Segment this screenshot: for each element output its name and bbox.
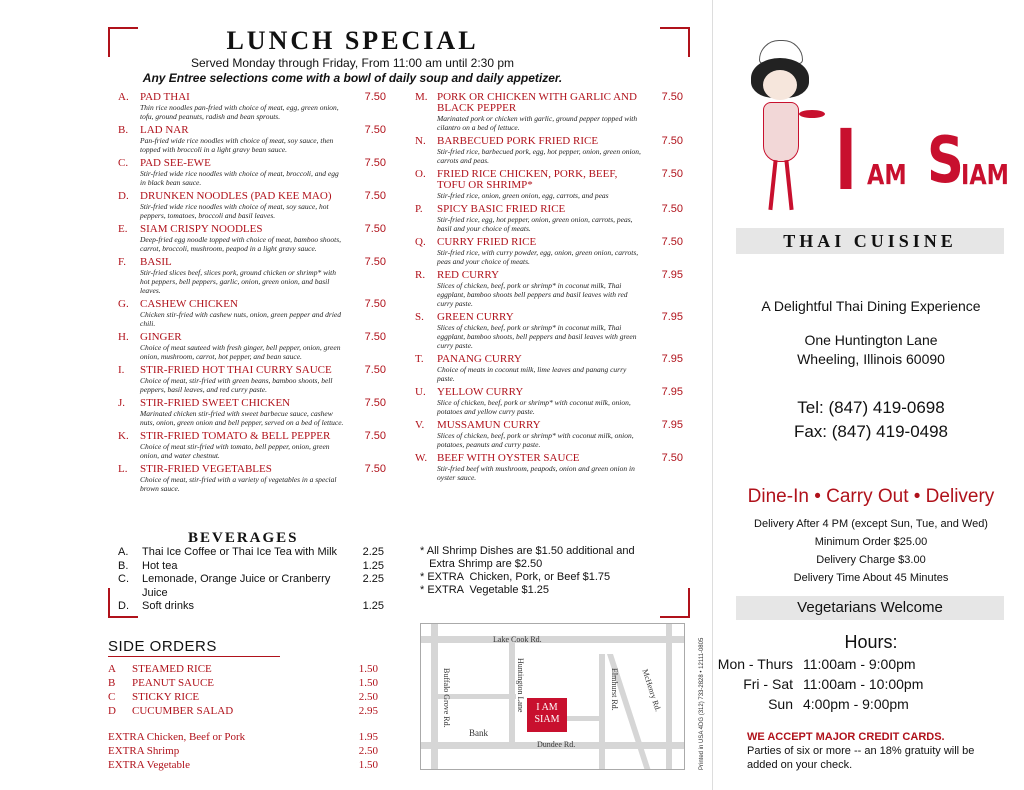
- menu-item-price: 7.50: [364, 331, 386, 343]
- menu-item-description: Choice of meats in coconut milk, lime leaves and panang curry paste.: [437, 365, 627, 383]
- side-order-letter: B: [108, 677, 116, 689]
- menu-item-letter: A.: [118, 91, 129, 103]
- menu-item-price: 7.50: [364, 463, 386, 475]
- menu-item-price: 7.50: [661, 236, 683, 248]
- beverage-letter: D.: [118, 600, 129, 612]
- legs: [784, 160, 793, 210]
- menu-item-description: Choice of meat, stir-fried with green beans, bamboo shoots, bell peppers, basil leaves, and red curry paste.: [140, 376, 333, 394]
- menu-item-header: [118, 257, 386, 268]
- menu-item-header: [415, 92, 683, 114]
- marker-text: SIAM: [534, 714, 560, 725]
- hours-title: Hours:: [844, 632, 898, 652]
- menu-item-letter: H.: [118, 331, 129, 343]
- menu-item: [118, 365, 386, 394]
- extra-notes: [420, 545, 690, 597]
- beverage-price: 1.25: [362, 559, 384, 572]
- delivery-info-4: Delivery Time About 45 Minutes: [793, 572, 949, 584]
- menu-item-header: [118, 92, 386, 103]
- menu-item-price: 7.50: [364, 364, 386, 376]
- menu-item-header: [415, 387, 683, 398]
- menu-item-name: SIAM CRISPY NOODLES: [140, 223, 263, 235]
- extra-row: [108, 744, 378, 758]
- side-order-price: 1.50: [358, 663, 378, 675]
- menu-item-header: [415, 453, 683, 464]
- menu-item-name: GREEN CURRY: [437, 311, 514, 323]
- menu-item-description: Choice of meat sauteed with fresh ginger, bell pepper, onion, green onion, mushroom, carrot, hot pepper, and bean sauce.: [140, 343, 341, 361]
- menu-item-header: [118, 299, 386, 310]
- menu-item-price: 7.95: [661, 311, 683, 323]
- beverage-name: Soft drinks: [142, 600, 194, 612]
- hours-days: Fri - Sat: [743, 676, 793, 692]
- menu-item-name: BASIL: [140, 256, 172, 268]
- menu-item-name: LAD NAR: [140, 124, 189, 136]
- menu-item-header: [118, 365, 386, 376]
- hours-days: Mon - Thurs: [717, 656, 793, 672]
- vegetarians-banner: Vegetarians Welcome: [736, 596, 1004, 620]
- cuisine-banner: THAI CUISINE: [736, 228, 1004, 254]
- menu-item-price: 7.50: [364, 190, 386, 202]
- menu-item-price: 7.95: [661, 386, 683, 398]
- menu-item: [415, 354, 683, 383]
- brand-panel: [712, 0, 1024, 790]
- menu-item-price: 7.50: [364, 124, 386, 136]
- menu-item: [415, 387, 683, 416]
- menu-item-price: 7.50: [661, 203, 683, 215]
- menu-item-description: Choice of meat stir-fried with tomato, bell pepper, onion, green onion, and water chestnut.: [140, 442, 330, 460]
- beverages-list: [118, 546, 384, 614]
- extra-name: EXTRA Vegetable: [108, 759, 190, 771]
- address-line1: One Huntington Lane: [804, 332, 938, 348]
- beverage-letter: C.: [118, 573, 129, 585]
- marker-text: I AM: [536, 702, 558, 713]
- side-order-letter: A: [108, 663, 116, 675]
- menu-item: [118, 332, 386, 361]
- menu-item-description: Stir-fried rice, onion, green onion, egg, carrots, and peas: [437, 191, 609, 200]
- location-map: [420, 623, 685, 770]
- extra-name: EXTRA Chicken, Beef or Pork: [108, 731, 246, 743]
- menu-item: [415, 136, 683, 165]
- menu-item-name: RED CURRY: [437, 269, 500, 281]
- menu-item-price: 7.50: [364, 91, 386, 103]
- logo-text-iam: IAM: [961, 158, 1009, 191]
- menu-item-description: Slices of chicken, beef, pork or shrimp* in coconut milk, Thai eggplant, bamboo shoots, bell peppers and basil leaves with green curry paste.: [437, 323, 637, 350]
- menu-item: [415, 420, 683, 449]
- chef-illustration: [741, 40, 831, 220]
- side-order-price: 2.50: [358, 691, 378, 703]
- menu-item-letter: C.: [118, 157, 129, 169]
- menu-item-price: 7.50: [661, 135, 683, 147]
- menu-item-header: [118, 125, 386, 136]
- menu-column-right: [415, 92, 683, 486]
- side-order-letter: C: [108, 691, 116, 703]
- menu-item-name: CURRY FRIED RICE: [437, 236, 537, 248]
- logo-letter-s: S: [927, 124, 964, 198]
- fax: Fax: (847) 419-0498: [793, 422, 949, 441]
- menu-item-header: [118, 191, 386, 202]
- menu-item-header: [415, 312, 683, 323]
- menu-item-description: Deep-fried egg noodle topped with choice of meat, bamboo shoots, carrot, broccoli, mushroom, peapod in a light gravy sauce.: [140, 235, 342, 253]
- side-order-price: 1.50: [358, 677, 378, 689]
- menu-item: [118, 125, 386, 154]
- menu-item-description: Stir-fried slices beef, slices pork, ground chicken or shrimp* with hot peppers, bell peppers, garlic, onion, green onion, and basil leaves.: [140, 268, 337, 295]
- hours-time: 11:00am - 10:00pm: [803, 676, 924, 692]
- menu-item-letter: K.: [118, 430, 129, 442]
- beverage-row: [118, 560, 384, 574]
- extra-row: [108, 758, 378, 772]
- menu-item-price: 7.50: [661, 452, 683, 464]
- tagline: A Delightful Thai Dining Experience: [761, 298, 981, 314]
- menu-item-price: 7.50: [661, 168, 683, 180]
- extra-name: EXTRA Shrimp: [108, 745, 180, 757]
- menu-item: [415, 453, 683, 482]
- logo-letter-i: I: [835, 111, 857, 209]
- menu-item-name: GINGER: [140, 331, 182, 343]
- menu-item-description: Pan-fried wide rice noodles with choice of meat, soy sauce, then topped with broccoli in a light gravy bean sauce.: [140, 136, 334, 154]
- menu-item-header: [415, 237, 683, 248]
- menu-item-description: Stir-fried rice, egg, hot pepper, onion, green onion, carrots, peas, basil and your choice of meats.: [437, 215, 633, 233]
- legs: [768, 160, 777, 210]
- beverage-price: 2.25: [362, 573, 384, 585]
- road: [566, 716, 604, 721]
- menu-item-name: STIR-FRIED VEGETABLES: [140, 463, 272, 475]
- huntington-label: Huntington Lane: [516, 658, 525, 713]
- menu-item-letter: F.: [118, 256, 126, 268]
- menu-item: [118, 398, 386, 427]
- side-order-letter: D: [108, 705, 116, 717]
- menu-item: [118, 464, 386, 493]
- menu-item-letter: D.: [118, 190, 129, 202]
- credit-cards: WE ACCEPT MAJOR CREDIT CARDS.: [747, 731, 945, 743]
- road: [509, 636, 515, 744]
- menu-item-letter: M.: [415, 91, 428, 103]
- served-hours: Served Monday through Friday, From 11:00 am until 2:30 pm: [190, 56, 515, 70]
- menu-item-description: Marinated chicken stir-fried with sweet barbecue sauce, cashew nuts, onion, green onion and bell pepper, served on a bed of lettuce.: [140, 409, 344, 427]
- menu-item-header: [118, 332, 386, 343]
- beverage-row: [118, 546, 384, 560]
- menu-item-price: 7.95: [661, 353, 683, 365]
- beverage-name: Hot tea: [142, 559, 178, 572]
- note-line: * EXTRA Chicken, Pork, or Beef $1.75: [420, 571, 611, 583]
- menu-item-letter: P.: [415, 203, 423, 215]
- menu-item: [415, 92, 683, 132]
- menu-item-name: PAD SEE-EWE: [140, 157, 211, 169]
- menu-item-name: PORK OR CHICKEN WITH GARLIC AND BLACK PEPPER: [437, 91, 637, 114]
- menu-item-name: FRIED RICE CHICKEN, PORK, BEEF, TOFU OR SHRIMP*: [437, 168, 618, 191]
- menu-item-letter: S.: [415, 311, 424, 323]
- note-line: Extra Shrimp are $2.50: [420, 558, 543, 570]
- extras-list: [108, 730, 378, 772]
- menu-item-letter: V.: [415, 419, 425, 431]
- side-order-row: [108, 676, 378, 690]
- hours-table: [711, 654, 1011, 714]
- menu-item-name: CASHEW CHICKEN: [140, 298, 238, 310]
- delivery-info-1: Delivery After 4 PM (except Sun, Tue, and Wed): [754, 518, 988, 530]
- menu-item-header: [415, 270, 683, 281]
- menu-item-description: Stir-fried wide rice noodles with choice of meat, broccoli, and egg in black bean sauce.: [140, 169, 339, 187]
- menu-item: [415, 237, 683, 266]
- elmhurst-label: Elmhurst Rd.: [610, 668, 619, 711]
- menu-item-letter: L.: [118, 463, 128, 475]
- mchenry-label: McHenry Rd.: [640, 668, 663, 713]
- beverage-row: [118, 600, 384, 614]
- restaurant-marker: [527, 698, 567, 732]
- beverage-row: [118, 573, 384, 600]
- menu-item-price: 7.50: [661, 91, 683, 103]
- side-orders-list: [108, 662, 378, 718]
- menu-item-letter: R.: [415, 269, 426, 281]
- road: [599, 654, 605, 770]
- delivery-info-2: Minimum Order $25.00: [814, 536, 928, 548]
- note-line: * All Shrimp Dishes are $1.50 additional and: [420, 545, 635, 557]
- menu-item: [415, 204, 683, 233]
- menu-item-price: 7.50: [364, 298, 386, 310]
- beverage-price: 1.25: [362, 600, 384, 612]
- menu-item-header: [118, 431, 386, 442]
- menu-item-description: Slices of chicken, beef, pork or shrimp* in coconut milk, Thai eggplant, bamboo shoots bell peppers and basil leaves with red curry paste.: [437, 281, 628, 308]
- extra-price: 2.50: [358, 745, 378, 757]
- dundee-label: Dundee Rd.: [537, 740, 576, 749]
- extra-row: [108, 730, 378, 744]
- menu-item-name: DRUNKEN NOODLES (PAD KEE MAO): [140, 190, 332, 202]
- menu-item-description: Stir-fried rice, barbecued pork, egg, hot pepper, onion, green onion, carrots and peas.: [437, 147, 641, 165]
- road: [421, 636, 685, 643]
- menu-item: [415, 312, 683, 350]
- menu-item-name: YELLOW CURRY: [437, 386, 524, 398]
- menu-item-letter: Q.: [415, 236, 426, 248]
- menu-item-description: Stir-fried rice, with curry powder, egg, onion, green onion, carrots, peas and your choice of meats.: [437, 248, 639, 266]
- bank-label: Bank: [469, 728, 488, 738]
- menu-item-price: 7.95: [661, 269, 683, 281]
- extra-price: 1.50: [358, 759, 378, 771]
- printed-note: Printed in USA 4DG (312) 733-2828 • 12111-0805: [699, 637, 705, 770]
- beverage-name: Thai Ice Coffee or Thai Ice Tea with Milk: [142, 546, 338, 558]
- extra-price: 1.95: [358, 731, 378, 743]
- menu-item-header: [415, 169, 683, 191]
- menu-item-description: Thin rice noodles pan-fried with choice of meat, egg, green onion, tofu, ground peanuts, radish and bean sprouts.: [140, 103, 339, 121]
- side-order-row: [108, 690, 378, 704]
- menu-item-letter: W.: [415, 452, 428, 464]
- beverage-letter: B.: [118, 559, 129, 572]
- side-order-name: PEANUT SAUCE: [132, 677, 215, 689]
- entree-note: Any Entree selections come with a bowl of daily soup and daily appetizer.: [142, 71, 563, 85]
- note-line: * EXTRA Vegetable $1.25: [420, 584, 550, 596]
- buffalo-grove-label: Buffalo Grove Rd.: [442, 668, 451, 728]
- menu-item-letter: J.: [118, 397, 126, 409]
- gratuity-note: Parties of six or more -- an 18% gratuity will be added on your check.: [747, 745, 975, 771]
- road: [431, 624, 438, 770]
- menu-item-price: 7.50: [364, 430, 386, 442]
- menu-item-letter: T.: [415, 353, 424, 365]
- menu-item: [118, 191, 386, 220]
- side-order-price: 2.95: [358, 705, 378, 717]
- menu-item-description: Marinated pork or chicken with garlic, ground pepper topped with cilantro on a bed of lettuce.: [437, 114, 638, 132]
- menu-item: [415, 169, 683, 200]
- hours-row: [711, 694, 1011, 714]
- side-orders-title: SIDE ORDERS: [108, 638, 217, 655]
- menu-item-name: STIR-FRIED SWEET CHICKEN: [140, 397, 291, 409]
- menu-item-header: [118, 398, 386, 409]
- menu-item-letter: G.: [118, 298, 129, 310]
- menu-item-header: [415, 204, 683, 215]
- menu-item-letter: U.: [415, 386, 426, 398]
- face: [763, 70, 797, 100]
- beverage-letter: A.: [118, 546, 129, 558]
- menu-item-name: MUSSAMUN CURRY: [437, 419, 541, 431]
- lake-cook-label: Lake Cook Rd.: [493, 635, 542, 644]
- menu-item-price: 7.50: [364, 397, 386, 409]
- menu-item-letter: N.: [415, 135, 426, 147]
- menu-item-name: BEEF WITH OYSTER SAUCE: [437, 452, 580, 464]
- menu-item-description: Stir-fried beef with mushroom, peapods, onion and green onion in oyster sauce.: [437, 464, 635, 482]
- lunch-title: LUNCH SPECIAL: [226, 26, 479, 55]
- menu-item-letter: I.: [118, 364, 125, 376]
- menu-item: [118, 299, 386, 328]
- menu-item-header: [415, 136, 683, 147]
- services: Dine-In • Carry Out • Delivery: [747, 486, 995, 507]
- side-order-row: [108, 662, 378, 676]
- hours-row: [711, 674, 1011, 694]
- hours-time: 4:00pm - 9:00pm: [803, 696, 909, 712]
- menu-item: [118, 158, 386, 187]
- side-order-name: CUCUMBER SALAD: [132, 705, 234, 717]
- menu-item-description: Chicken stir-fried with cashew nuts, onion, green pepper and dried chili.: [140, 310, 342, 328]
- telephone: Tel: (847) 419-0698: [797, 398, 945, 417]
- menu-item-letter: B.: [118, 124, 129, 136]
- menu-item-price: 7.50: [364, 157, 386, 169]
- menu-column-left: [118, 92, 386, 497]
- menu-item-name: SPICY BASIC FRIED RICE: [437, 203, 566, 215]
- logo-text-am: AM: [867, 158, 907, 191]
- menu-item-description: Slice of chicken, beef, pork or shrimp* with coconut milk, onion, potatoes and yellow curry paste.: [437, 398, 631, 416]
- body: [763, 102, 799, 162]
- road: [666, 624, 672, 770]
- menu-item: [118, 92, 386, 121]
- menu-item: [118, 257, 386, 295]
- menu-item-letter: O.: [415, 168, 426, 180]
- menu-item-description: Slices of chicken, beef, pork or shrimp* with coconut milk, onion, potatoes, peanuts and curry paste.: [437, 431, 634, 449]
- menu-item-name: BARBECUED PORK FRIED RICE: [437, 135, 599, 147]
- menu-item-name: PANANG CURRY: [437, 353, 522, 365]
- delivery-info-3: Delivery Charge $3.00: [816, 554, 926, 566]
- hours-row: [711, 654, 1011, 674]
- menu-item-description: Stir-fried wide rice noodles with choice of meat, soy sauce, hot peppers, tomatoes, broccoli and basil leaves.: [140, 202, 329, 220]
- beverage-price: 2.25: [362, 546, 384, 558]
- beverage-name: Lemonade, Orange Juice or Cranberry Juice: [142, 573, 331, 599]
- menu-item: [118, 431, 386, 460]
- hours-time: 11:00am - 9:00pm: [803, 656, 916, 672]
- side-order-row: [108, 704, 378, 718]
- menu-item-name: STIR-FRIED TOMATO & BELL PEPPER: [140, 430, 331, 442]
- menu-item-price: 7.95: [661, 419, 683, 431]
- menu-item-header: [118, 464, 386, 475]
- address-line2: Wheeling, Illinois 60090: [797, 351, 945, 367]
- menu-item: [415, 270, 683, 308]
- hours-days: Sun: [768, 696, 793, 712]
- menu-item-header: [118, 158, 386, 169]
- plate: [799, 110, 825, 118]
- menu-item-name: PAD THAI: [140, 91, 190, 103]
- menu-item-price: 7.50: [364, 256, 386, 268]
- menu-item-description: Choice of meat, stir-fried with a variety of vegetables in a special brown sauce.: [140, 475, 337, 493]
- beverages-title: BEVERAGES: [188, 530, 299, 546]
- side-order-name: STEAMED RICE: [132, 663, 212, 675]
- menu-item-price: 7.50: [364, 223, 386, 235]
- divider: [108, 656, 280, 657]
- logo: [831, 111, 1021, 218]
- menu-item-header: [118, 224, 386, 235]
- menu-item-header: [415, 420, 683, 431]
- menu-item: [118, 224, 386, 253]
- side-order-name: STICKY RICE: [132, 691, 200, 703]
- menu-item-name: STIR-FRIED HOT THAI CURRY SAUCE: [140, 364, 332, 376]
- menu-item-header: [415, 354, 683, 365]
- menu-item-letter: E.: [118, 223, 128, 235]
